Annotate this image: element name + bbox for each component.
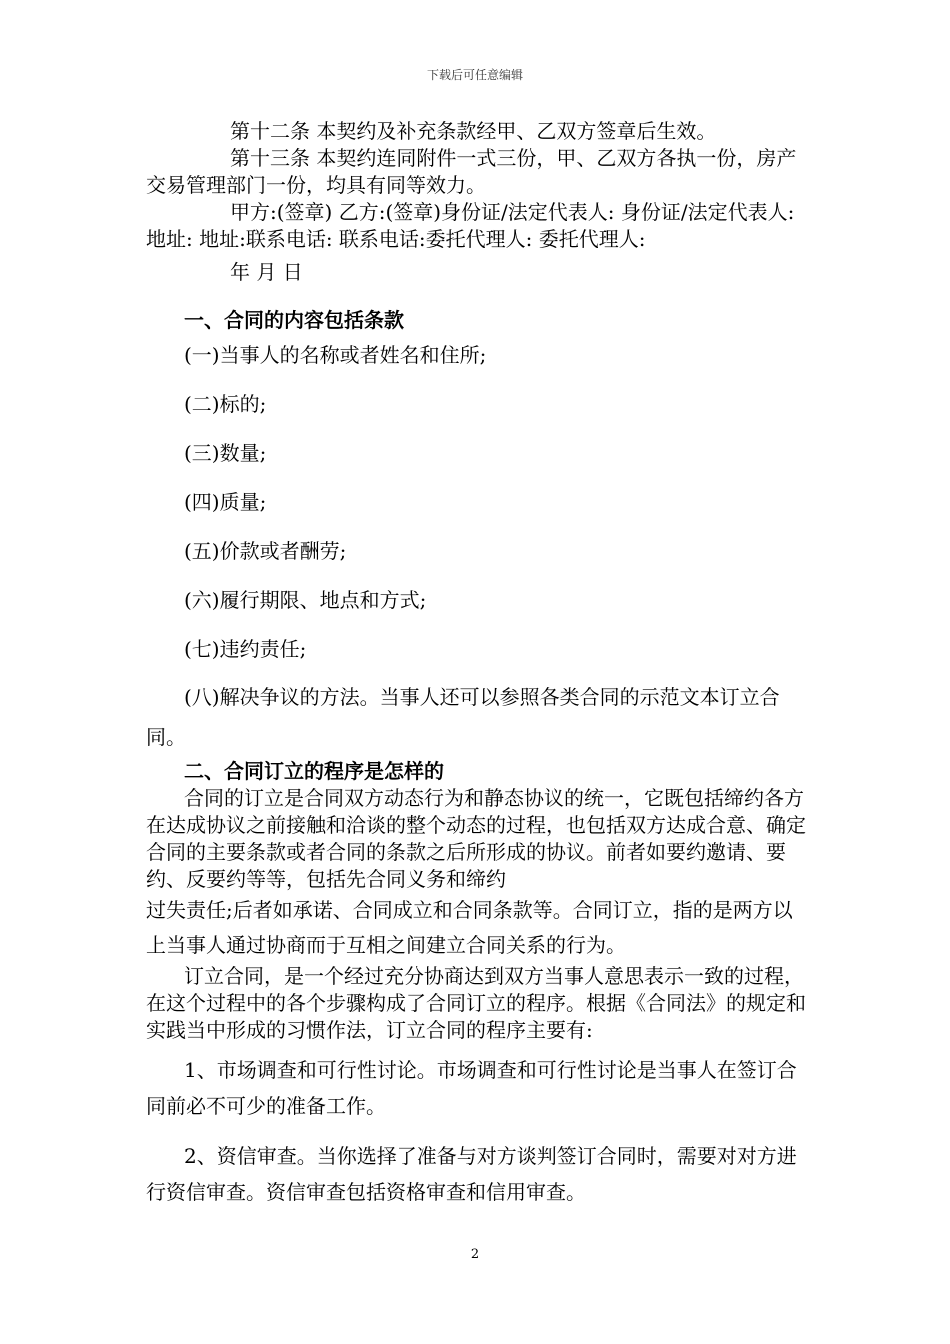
list-item: (四)质量;: [184, 490, 267, 514]
paragraph: 订立合同，是一个经过充分协商达到双方当事人意思表示一致的过程，在这个过程中的各个步骤构成了合同订立的程序。根据《合同法》的规定和实践当中形成的习惯作法，订立合同的程序主要有:: [146, 964, 806, 1042]
list-item: (五)价款或者酬劳;: [184, 539, 347, 563]
section-2-title: 二、合同订立的程序是怎样的: [184, 759, 444, 783]
date-line: 年 月 日: [230, 260, 303, 284]
list-item: (一)当事人的名称或者姓名和住所;: [184, 343, 487, 367]
list-item: (八)解决争议的方法。当事人还可以参照各类合同的示范文本订立合同。: [146, 685, 780, 749]
article-12: 第十二条 本契约及补充条款经甲、乙双方签章后生效。: [230, 119, 717, 143]
paragraph: 合同的订立是合同双方动态行为和静态协议的统一，它既包括缔约各方在达成协议之前接触和洽谈的整个动态的过程，也包括双方达成合意、确定合同的主要条款或者合同的条款之后所形成的协议。前者如要约邀请、要约、反要约等等，包括先合同义务和缔约: [146, 786, 806, 891]
article-13: 第十三条 本契约连同附件一式三份，甲、乙双方各执一份，房产交易管理部门一份，均具有同等效力。: [146, 146, 797, 197]
step-2: 2、资信审查。当你选择了准备与对方谈判签订合同时，需要对对方进行资信审查。资信审查包括资格审查和信用审查。: [146, 1144, 797, 1204]
list-item: (六)履行期限、地点和方式;: [184, 588, 427, 612]
page-header: 下载后可任意编辑: [426, 68, 523, 82]
page-number: 2: [470, 1247, 480, 1262]
list-item: (三)数量;: [184, 441, 267, 465]
list-item: (二)标的;: [184, 392, 267, 416]
document-body: [146, 118, 810, 1210]
signature-block: 甲方:(签章) 乙方:(签章)身份证/法定代表人: 身份证/法定代表人:地址: 地址:联系电话: 联系电话:委托代理人: 委托代理人:: [146, 200, 795, 251]
list-item: (七)违约责任;: [184, 637, 307, 661]
step-1: 1、市场调查和可行性讨论。市场调查和可行性讨论是当事人在签订合同前必不可少的准备工作。: [146, 1058, 797, 1118]
section-1-title: 一、合同的内容包括条款: [184, 308, 404, 332]
paragraph: 过失责任;后者如承诺、合同成立和合同条款等。合同订立，指的是两方以上当事人通过协商而于互相之间建立合同关系的行为。: [146, 898, 793, 957]
